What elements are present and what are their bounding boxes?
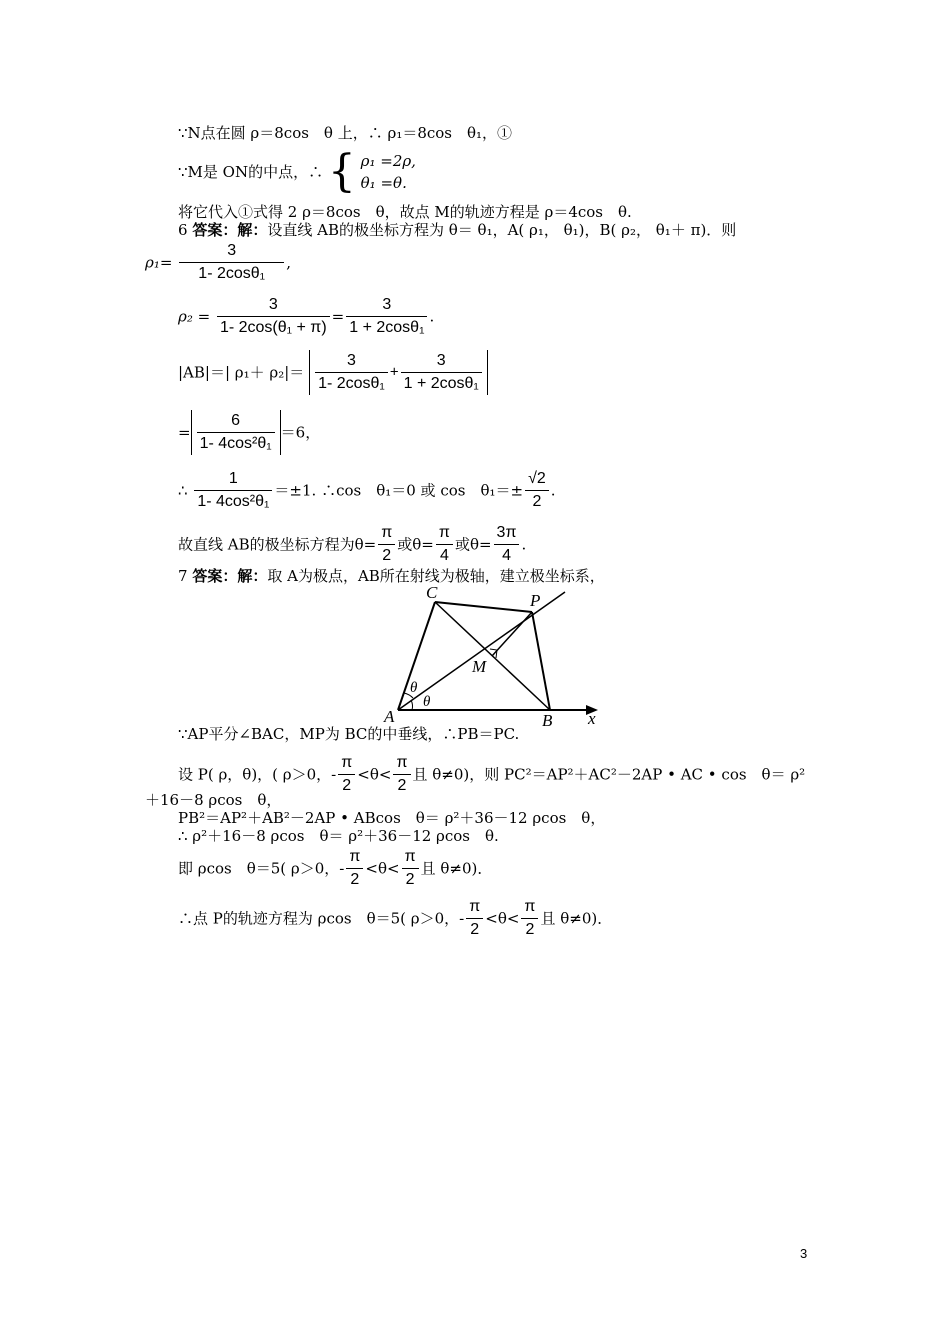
ab-lhs: |AB|＝| ρ₁＋ ρ₂|＝ <box>178 363 305 382</box>
rho1-lhs: ρ₁= <box>145 253 173 272</box>
set-p-frac-2-den: 2 <box>393 774 410 797</box>
six-rhs: ＝6， <box>280 423 321 442</box>
ab-fraction-1 <box>315 350 388 395</box>
final-frac-1-den: 2 <box>466 918 483 941</box>
set-p-part-1: 设 P( ρ，θ)，( ρ＞0，- <box>178 765 337 784</box>
final-frac-2-num: π <box>524 898 536 915</box>
rho1-equation: ρ₁= $\frac{3}{\text{1- 2cosθ₁}}$ , <box>145 240 291 285</box>
ab-equation <box>178 350 488 395</box>
line-ab-frac-2 <box>436 522 453 567</box>
final-frac-2 <box>521 896 538 941</box>
midpoint-prefix: ∵M是 ON的中点，∴ <box>178 163 324 181</box>
rho1-fraction <box>179 240 284 285</box>
pb-line: PB²＝AP²＋AB²－2AP • ABcos θ＝ ρ²＋36－12 ρcos θ， <box>178 809 606 827</box>
final-frac-1-num: π <box>469 898 481 915</box>
ap-bisector-line: ∵AP平分∠BAC，MP为 BC的中垂线，∴PB＝PC. <box>178 725 520 743</box>
ab-abs: $\frac{3}{\text{1- 2cosθ₁}}$ + $\frac{3}{\text{1 + 2cosθ₁}}$ <box>309 350 488 395</box>
q6-text: 设直线 AB的极坐标方程为 θ＝ θ₁，A( ρ₁， θ₁)，B( ρ₂， θ₁＋ π)．则 <box>267 221 737 239</box>
rho2-den-1: 1- 2cos(θ₁ + π) <box>217 316 330 339</box>
label-a: A <box>384 707 395 726</box>
ji-frac-1-den: 2 <box>346 868 363 891</box>
line-ab-polar: 故直线 AB的极坐标方程为θ= $\frac{\pi}{2}$ 或θ= $\frac{\pi}{4}$ 或θ= $\frac{3\pi}{4}$ . <box>178 522 526 567</box>
system-eq-1: ρ₁ =2ρ, <box>360 152 416 170</box>
geometry-figure <box>370 580 620 730</box>
rho2-num-2: 3 <box>382 296 392 313</box>
rho2-fraction-1 <box>217 294 330 339</box>
pm-den: 1- 4cos²θ₁ <box>194 490 272 513</box>
ji-frac-2 <box>402 846 419 891</box>
ab-num-1: 3 <box>346 352 356 369</box>
rho2-equation: ρ₂ = $\frac{3}{\text{1- 2cos(θ₁ + π)}}$ = $\frac{3}{\text{1 + 2cosθ₁}}$ . <box>178 294 434 339</box>
line-ab-mid-2: 或θ= <box>454 535 492 554</box>
set-p-frac-1-den: 2 <box>338 774 355 797</box>
final-part-3: 且 θ≠0)． <box>540 909 613 928</box>
rho2-num-1: 3 <box>268 296 278 313</box>
segment-mp <box>492 612 532 656</box>
midpoint-system <box>178 146 416 200</box>
pm-rhs: ＝±1. ∴cos θ₁＝0 或 cos θ₁＝± <box>274 481 524 500</box>
six-den: 1- 4cos²θ₁ <box>197 432 275 455</box>
set-p-frac-2 <box>393 752 410 797</box>
final-part-2: <θ< <box>485 909 520 928</box>
ab-num-2: 3 <box>436 352 446 369</box>
ji-part-3: 且 θ≠0)． <box>420 859 493 878</box>
q7-text: 取 A为极点，AB所在射线为极轴，建立极坐标系， <box>267 567 605 585</box>
label-x: x <box>588 709 596 728</box>
set-p-part-3: 且 θ≠0)，则 PC²＝AP²＋AC²－2AP • AC • cos θ＝ ρ² <box>412 765 806 784</box>
final-part-1: ∴点 P的轨迹方程为 ρcos θ＝5( ρ＞0，- <box>178 909 465 928</box>
therefore-line: ∴ ρ²＋16－8 ρcos θ＝ ρ²＋36－12 ρcos θ. <box>178 827 499 845</box>
ab-fraction-2 <box>401 350 482 395</box>
rho2-lhs: ρ₂ = <box>178 307 211 326</box>
rho1-num: 3 <box>227 242 237 259</box>
six-equation: = $\frac{6}{\text{1- 4cos²θ₁}}$ ＝6， <box>178 410 320 455</box>
rho1-den: 1- 2cosθ₁ <box>179 262 284 285</box>
set-p-frac-2-num: π <box>396 754 408 771</box>
set-p-frac-1 <box>338 752 355 797</box>
six-num: 6 <box>231 412 241 429</box>
pm-equation: ∴ $\frac{1}{\text{1- 4cos²θ₁}}$ ＝±1. ∴cos θ₁＝0 或 cos θ₁＝± $\frac{√2}{2}$ . <box>178 468 556 513</box>
pm-sqrt-den: 2 <box>525 490 549 513</box>
ji-frac-1 <box>346 846 363 891</box>
line-ab-frac-1-den: 2 <box>378 544 395 567</box>
segment-cp <box>435 602 532 612</box>
rho2-fraction-2 <box>346 294 427 339</box>
ji-part-1: 即 ρcos θ＝5( ρ＞0，- <box>178 859 345 878</box>
line-ab-frac-2-den: 4 <box>436 544 453 567</box>
label-theta-2: θ <box>423 694 431 710</box>
line-ab-frac-1-num: π <box>381 524 393 541</box>
continuation-line: ＋16－8 ρcos θ， <box>145 791 282 809</box>
six-fraction <box>197 410 275 455</box>
set-p-part-2: <θ< <box>357 765 392 784</box>
q6-header <box>178 220 736 240</box>
ab-den-2: 1 + 2cosθ₁ <box>401 372 482 395</box>
angle-arc-2 <box>411 700 412 710</box>
line-ab-prefix: 故直线 AB的极坐标方程为θ= <box>178 535 377 554</box>
label-p: P <box>530 591 541 610</box>
pm-num: 1 <box>228 470 238 487</box>
q7-number: 7 <box>178 567 188 585</box>
line-ab-frac-2-num: π <box>438 524 450 541</box>
ji-frac-1-num: π <box>349 848 361 865</box>
ji-frac-2-num: π <box>404 848 416 865</box>
line-ab-frac-3 <box>494 522 520 567</box>
system-eq-2: θ₁ =θ. <box>360 174 407 192</box>
six-abs <box>191 410 281 455</box>
label-c: C <box>426 583 438 602</box>
pm-sqrt-num: √2 <box>528 470 546 487</box>
final-frac-2-den: 2 <box>521 918 538 941</box>
ab-den-1: 1- 2cosθ₁ <box>315 372 388 395</box>
ji-frac-2-den: 2 <box>402 868 419 891</box>
text-line-3: 将它代入①式得 2 ρ＝8cos θ，故点 M的轨迹方程是 ρ＝4cos θ. <box>178 203 632 221</box>
rho2-den-2: 1 + 2cosθ₁ <box>346 316 427 339</box>
pm-sqrt-fraction <box>525 468 549 513</box>
ji-part-2: <θ< <box>365 859 400 878</box>
line-ab-frac-3-den: 4 <box>494 544 520 567</box>
label-m: M <box>472 657 487 676</box>
pm-fraction <box>194 468 272 513</box>
page-number: 3 <box>800 1246 808 1261</box>
q6-number: 6 <box>178 221 188 239</box>
line-ab-frac-3-num: 3π <box>496 524 517 541</box>
label-theta-1: θ <box>410 680 418 696</box>
q7-answer-label: 答案：解： <box>192 567 268 585</box>
set-p-frac-1-num: π <box>341 754 353 771</box>
final-frac-1 <box>466 896 483 941</box>
system-brace: { <box>327 146 356 197</box>
line-ab-mid-1: 或θ= <box>397 535 434 554</box>
label-b: B <box>542 711 553 730</box>
line-ab-frac-1 <box>378 522 395 567</box>
ji-line <box>178 846 492 891</box>
text-line-1: ∵N点在圆 ρ＝8cos θ 上，∴ ρ₁＝8cos θ₁，① <box>178 124 513 142</box>
q6-answer-label: 答案：解： <box>192 221 268 239</box>
final-line <box>178 896 612 941</box>
